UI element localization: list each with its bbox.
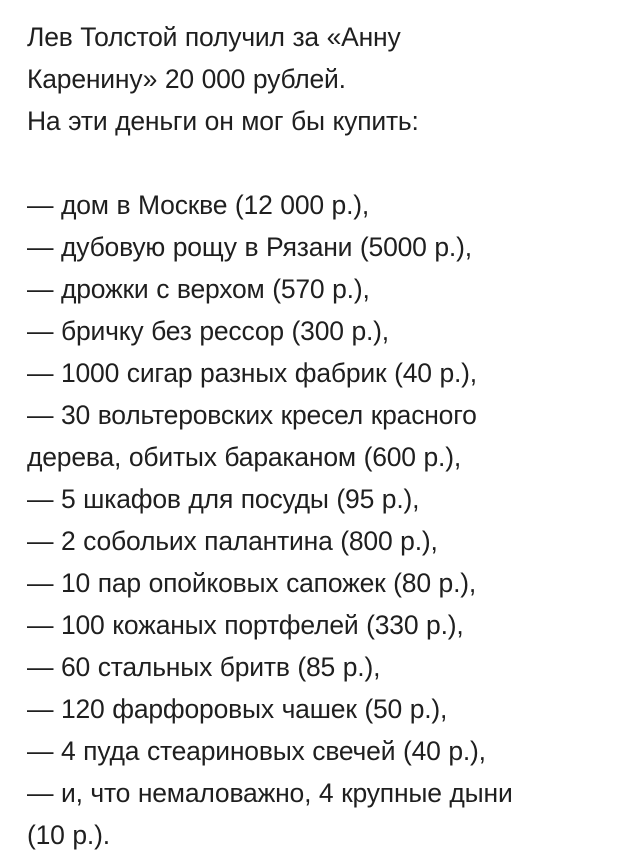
list-item-continuation: (10 р.). (27, 820, 110, 850)
list-item: — 5 шкафов для посуды (95 р.), (27, 484, 420, 514)
intro-line: На эти деньги он мог бы купить: (27, 106, 419, 136)
list-item: — бричку без рессор (300 р.), (27, 316, 389, 346)
list-item: — 4 пуда стеариновых свечей (40 р.), (27, 736, 486, 766)
intro-line: Лев Толстой получил за «Анну (27, 22, 401, 52)
list-item: — 120 фарфоровых чашек (50 р.), (27, 694, 448, 724)
list-item-continuation: дерева, обитых бараканом (600 р.), (27, 442, 461, 472)
paragraph-spacer (27, 142, 617, 184)
list-item: — дом в Москве (12 000 р.), (27, 190, 370, 220)
intro-line: Каренину» 20 000 рублей. (27, 64, 346, 94)
list-item: — 1000 сигар разных фабрик (40 р.), (27, 358, 477, 388)
post-text (27, 16, 617, 856)
list-item: — 2 собольих палантина (800 р.), (27, 526, 438, 556)
list-item: — 100 кожаных портфелей (330 р.), (27, 610, 464, 640)
list-item: — и, что немаловажно, 4 крупные дыни (27, 778, 513, 808)
list-item: — 60 стальных бритв (85 р.), (27, 652, 381, 682)
list-item: — дрожки с верхом (570 р.), (27, 274, 370, 304)
list-item: — 10 пар опойковых сапожек (80 р.), (27, 568, 477, 598)
list-item: — 30 вольтеровских кресел красного (27, 400, 477, 430)
list-item: — дубовую рощу в Рязани (5000 р.), (27, 232, 472, 262)
